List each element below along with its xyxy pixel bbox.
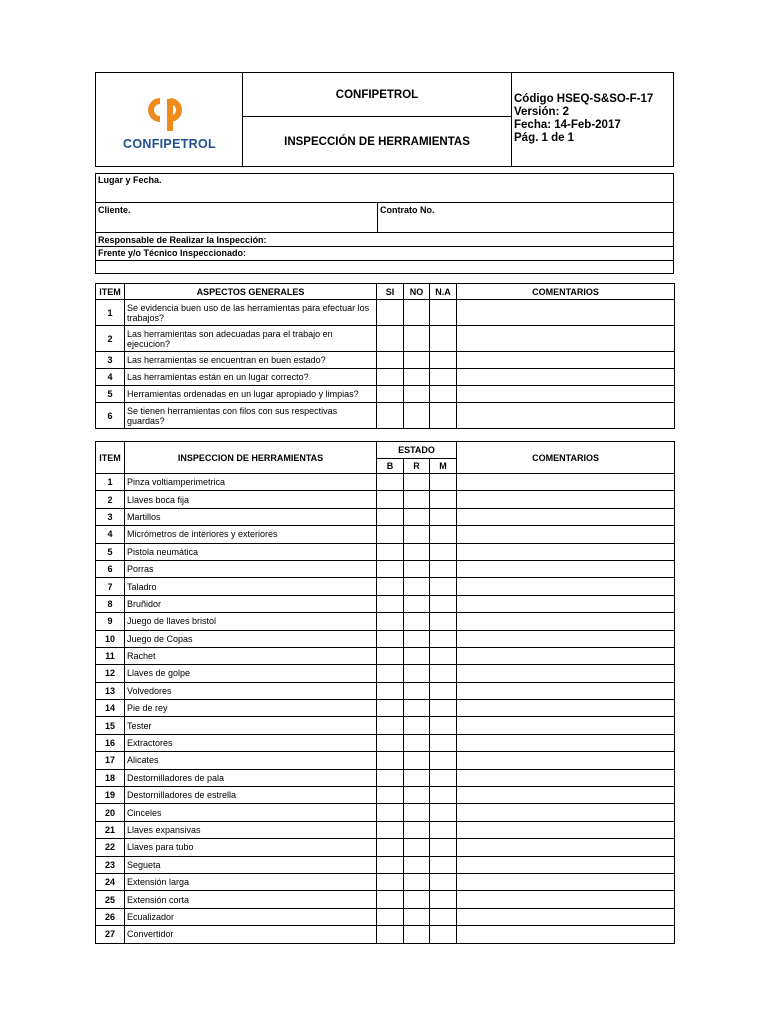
estado-m-cell[interactable] xyxy=(430,647,457,664)
logo-cell xyxy=(96,73,243,166)
tool-item-number: 24 xyxy=(96,873,125,890)
estado-m-cell[interactable] xyxy=(430,613,457,630)
estado-b-cell[interactable] xyxy=(377,734,404,751)
title-cell xyxy=(243,73,512,166)
estado-m-cell[interactable] xyxy=(430,682,457,699)
cliente-label: Cliente. xyxy=(98,205,131,215)
tool-item-number: 17 xyxy=(96,752,125,769)
estado-b-cell[interactable] xyxy=(377,926,404,943)
estado-r-cell[interactable] xyxy=(404,508,430,525)
estado-m-cell[interactable] xyxy=(430,543,457,560)
si-checkbox-cell[interactable] xyxy=(377,403,404,429)
si-checkbox-cell[interactable] xyxy=(377,386,404,403)
tool-name: Tester xyxy=(125,717,377,734)
tool-item-number: 21 xyxy=(96,821,125,838)
tool-item-number: 18 xyxy=(96,769,125,786)
no-header: NO xyxy=(404,284,430,300)
tool-item-number: 3 xyxy=(96,508,125,525)
aspect-row xyxy=(96,352,675,369)
tool-name: Volvedores xyxy=(125,682,377,699)
estado-m-cell[interactable] xyxy=(430,752,457,769)
estado-r-cell[interactable] xyxy=(404,543,430,560)
tool-row xyxy=(96,543,675,560)
estado-m-cell[interactable] xyxy=(430,578,457,595)
aspect-row xyxy=(96,403,675,429)
aspect-item-number: 2 xyxy=(96,326,125,352)
aspect-question: Las herramientas se encuentran en buen estado? xyxy=(125,352,377,369)
document-version: Versión: 2 xyxy=(514,106,569,118)
estado-r-cell[interactable] xyxy=(404,821,430,838)
na-checkbox-cell[interactable] xyxy=(430,369,457,386)
estado-m-cell[interactable] xyxy=(430,665,457,682)
tool-name: Destornilladores de pala xyxy=(125,769,377,786)
estado-b-cell[interactable] xyxy=(377,856,404,873)
estado-r-cell[interactable] xyxy=(404,526,430,543)
tool-item-number: 2 xyxy=(96,491,125,508)
estado-r-cell[interactable] xyxy=(404,665,430,682)
tool-item-number: 7 xyxy=(96,578,125,595)
tool-item-number: 15 xyxy=(96,717,125,734)
logo-text: CONFIPETROL xyxy=(123,137,216,151)
aspect-item-number: 5 xyxy=(96,386,125,403)
estado-b-cell[interactable] xyxy=(377,630,404,647)
tool-row xyxy=(96,734,675,751)
aspect-comment-cell[interactable] xyxy=(457,352,675,369)
estado-m-cell[interactable] xyxy=(430,873,457,890)
estado-b-cell[interactable] xyxy=(377,908,404,925)
tool-item-number: 8 xyxy=(96,595,125,612)
tool-row xyxy=(96,613,675,630)
estado-r-cell[interactable] xyxy=(404,839,430,856)
tool-row xyxy=(96,787,675,804)
tool-name: Pie de rey xyxy=(125,700,377,717)
estado-m-cell[interactable] xyxy=(430,839,457,856)
estado-r-cell[interactable] xyxy=(404,717,430,734)
aspect-comment-cell[interactable] xyxy=(457,403,675,429)
estado-b-cell[interactable] xyxy=(377,891,404,908)
estado-b-cell[interactable] xyxy=(377,804,404,821)
si-checkbox-cell[interactable] xyxy=(377,369,404,386)
tool-comment-cell[interactable] xyxy=(457,821,675,838)
na-checkbox-cell[interactable] xyxy=(430,300,457,326)
estado-b-cell[interactable] xyxy=(377,787,404,804)
tool-row xyxy=(96,682,675,699)
tool-item-number: 11 xyxy=(96,647,125,664)
tool-row xyxy=(96,491,675,508)
general-aspects-table xyxy=(95,283,675,429)
tool-row xyxy=(96,891,675,908)
tool-name: Martillos xyxy=(125,508,377,525)
aspect-row xyxy=(96,300,675,326)
estado-b-cell[interactable] xyxy=(377,526,404,543)
aspect-item-number: 3 xyxy=(96,352,125,369)
estado-m-cell[interactable] xyxy=(430,630,457,647)
inspeccion-header: INSPECCION DE HERRAMIENTAS xyxy=(125,442,377,474)
tool-name: Llaves de golpe xyxy=(125,665,377,682)
estado-b-cell[interactable] xyxy=(377,717,404,734)
tool-name: Llaves para tubo xyxy=(125,839,377,856)
aspect-question: Las herramientas son adecuadas para el trabajo en ejecucion? xyxy=(125,326,377,352)
tool-comment-cell[interactable] xyxy=(457,543,675,560)
estado-r-cell[interactable] xyxy=(404,474,430,491)
aspect-item-number: 4 xyxy=(96,369,125,386)
si-checkbox-cell[interactable] xyxy=(377,326,404,352)
estado-m-cell[interactable] xyxy=(430,560,457,577)
tool-item-number: 5 xyxy=(96,543,125,560)
aspect-row xyxy=(96,369,675,386)
tool-row xyxy=(96,752,675,769)
tool-row xyxy=(96,595,675,612)
tool-comment-cell[interactable] xyxy=(457,595,675,612)
aspectos-header: ASPECTOS GENERALES xyxy=(125,284,377,300)
document-header xyxy=(95,72,674,167)
tool-name: Llaves boca fija xyxy=(125,491,377,508)
estado-m-cell[interactable] xyxy=(430,474,457,491)
aspect-question: Las herramientas están en un lugar correcto? xyxy=(125,369,377,386)
tool-name: Juego de llaves bristol xyxy=(125,613,377,630)
document-code: Código HSEQ-S&SO-F-17 xyxy=(514,93,654,105)
tool-item-number: 12 xyxy=(96,665,125,682)
estado-m-cell[interactable] xyxy=(430,491,457,508)
na-checkbox-cell[interactable] xyxy=(430,386,457,403)
na-checkbox-cell[interactable] xyxy=(430,352,457,369)
tool-comment-cell[interactable] xyxy=(457,873,675,890)
aspect-item-number: 6 xyxy=(96,403,125,429)
na-checkbox-cell[interactable] xyxy=(430,403,457,429)
tool-row xyxy=(96,856,675,873)
no-checkbox-cell[interactable] xyxy=(404,326,430,352)
na-header: N.A xyxy=(430,284,457,300)
estado-b-cell[interactable] xyxy=(377,543,404,560)
estado-r-cell[interactable] xyxy=(404,578,430,595)
aspect-comment-cell[interactable] xyxy=(457,369,675,386)
estado-b-cell[interactable] xyxy=(377,613,404,630)
tool-item-number: 13 xyxy=(96,682,125,699)
comentarios-header: COMENTARIOS xyxy=(457,442,675,474)
tool-item-number: 14 xyxy=(96,700,125,717)
tool-row xyxy=(96,578,675,595)
estado-r-cell[interactable] xyxy=(404,700,430,717)
tool-item-number: 6 xyxy=(96,560,125,577)
tool-row xyxy=(96,908,675,925)
tool-row xyxy=(96,717,675,734)
tool-comment-cell[interactable] xyxy=(457,700,675,717)
estado-m-header: M xyxy=(430,459,457,474)
tool-item-number: 20 xyxy=(96,804,125,821)
estado-r-cell[interactable] xyxy=(404,891,430,908)
tool-comment-cell[interactable] xyxy=(457,734,675,751)
estado-b-cell[interactable] xyxy=(377,595,404,612)
tool-item-number: 16 xyxy=(96,734,125,751)
no-checkbox-cell[interactable] xyxy=(404,403,430,429)
estado-b-cell[interactable] xyxy=(377,682,404,699)
tool-comment-cell[interactable] xyxy=(457,682,675,699)
tool-name: Taladro xyxy=(125,578,377,595)
estado-r-cell[interactable] xyxy=(404,856,430,873)
tool-row xyxy=(96,526,675,543)
aspect-row xyxy=(96,326,675,352)
tool-row xyxy=(96,804,675,821)
estado-r-cell[interactable] xyxy=(404,491,430,508)
document-title: INSPECCIÓN DE HERRAMIENTAS xyxy=(284,135,470,148)
responsable-label: Responsable de Realizar la Inspección: xyxy=(98,235,267,245)
aspect-comment-cell[interactable] xyxy=(457,386,675,403)
estado-b-cell[interactable] xyxy=(377,578,404,595)
estado-r-cell[interactable] xyxy=(404,613,430,630)
estado-r-cell[interactable] xyxy=(404,630,430,647)
si-checkbox-cell[interactable] xyxy=(377,352,404,369)
estado-m-cell[interactable] xyxy=(430,769,457,786)
estado-m-cell[interactable] xyxy=(430,804,457,821)
estado-b-cell[interactable] xyxy=(377,752,404,769)
estado-m-cell[interactable] xyxy=(430,821,457,838)
tool-name: Llaves expansivas xyxy=(125,821,377,838)
tool-item-number: 22 xyxy=(96,839,125,856)
tool-name: Cinceles xyxy=(125,804,377,821)
estado-m-cell[interactable] xyxy=(430,526,457,543)
tool-name: Pinza voltiamperimetrica xyxy=(125,474,377,491)
estado-b-cell[interactable] xyxy=(377,665,404,682)
estado-b-cell[interactable] xyxy=(377,491,404,508)
estado-m-cell[interactable] xyxy=(430,717,457,734)
tool-comment-cell[interactable] xyxy=(457,578,675,595)
tool-name: Bruñidor xyxy=(125,595,377,612)
estado-m-cell[interactable] xyxy=(430,700,457,717)
tool-row xyxy=(96,508,675,525)
tool-comment-cell[interactable] xyxy=(457,856,675,873)
tool-item-number: 10 xyxy=(96,630,125,647)
item-header: ITEM xyxy=(96,284,125,300)
tool-name: Porras xyxy=(125,560,377,577)
no-checkbox-cell[interactable] xyxy=(404,300,430,326)
tool-comment-cell[interactable] xyxy=(457,630,675,647)
estado-b-cell[interactable] xyxy=(377,508,404,525)
general-info-block xyxy=(95,173,674,274)
no-checkbox-cell[interactable] xyxy=(404,352,430,369)
document-page: Pág. 1 de 1 xyxy=(514,132,575,144)
tool-comment-cell[interactable] xyxy=(457,926,675,943)
tool-row xyxy=(96,630,675,647)
tool-comment-cell[interactable] xyxy=(457,804,675,821)
tool-comment-cell[interactable] xyxy=(457,526,675,543)
aspect-question: Se evidencia buen uso de las herramientas para efectuar los trabajos? xyxy=(125,300,377,326)
tool-comment-cell[interactable] xyxy=(457,560,675,577)
tool-name: Extensión corta xyxy=(125,891,377,908)
estado-r-cell[interactable] xyxy=(404,682,430,699)
tool-item-number: 9 xyxy=(96,613,125,630)
tool-row xyxy=(96,769,675,786)
tool-row xyxy=(96,926,675,943)
tool-comment-cell[interactable] xyxy=(457,613,675,630)
tool-item-number: 1 xyxy=(96,474,125,491)
tool-item-number: 19 xyxy=(96,787,125,804)
tool-comment-cell[interactable] xyxy=(457,647,675,664)
estado-r-header: R xyxy=(404,459,430,474)
tool-row xyxy=(96,665,675,682)
tool-row xyxy=(96,560,675,577)
tool-name: Pistola neumática xyxy=(125,543,377,560)
company-name: CONFIPETROL xyxy=(243,73,511,117)
no-checkbox-cell[interactable] xyxy=(404,386,430,403)
tools-inspection-table xyxy=(95,441,675,944)
na-checkbox-cell[interactable] xyxy=(430,326,457,352)
aspect-item-number: 1 xyxy=(96,300,125,326)
tool-comment-cell[interactable] xyxy=(457,508,675,525)
contrato-label: Contrato No. xyxy=(380,205,435,215)
confipetrol-logo-icon xyxy=(148,95,190,133)
lugar-fecha-label: Lugar y Fecha. xyxy=(98,175,162,185)
estado-b-cell[interactable] xyxy=(377,821,404,838)
tool-comment-cell[interactable] xyxy=(457,769,675,786)
estado-m-cell[interactable] xyxy=(430,595,457,612)
tool-item-number: 27 xyxy=(96,926,125,943)
estado-b-cell[interactable] xyxy=(377,839,404,856)
estado-m-cell[interactable] xyxy=(430,926,457,943)
estado-r-cell[interactable] xyxy=(404,769,430,786)
tool-comment-cell[interactable] xyxy=(457,908,675,925)
tool-comment-cell[interactable] xyxy=(457,474,675,491)
tool-item-number: 25 xyxy=(96,891,125,908)
tool-name: Juego de Copas xyxy=(125,630,377,647)
tool-name: Extensión larga xyxy=(125,873,377,890)
estado-r-cell[interactable] xyxy=(404,804,430,821)
estado-m-cell[interactable] xyxy=(430,908,457,925)
estado-r-cell[interactable] xyxy=(404,560,430,577)
tool-name: Micrómetros de interiores y exteriores xyxy=(125,526,377,543)
tool-row xyxy=(96,647,675,664)
estado-b-cell[interactable] xyxy=(377,560,404,577)
tool-name: Extractores xyxy=(125,734,377,751)
tool-item-number: 4 xyxy=(96,526,125,543)
aspect-question: Herramientas ordenadas en un lugar apropiado y limpias? xyxy=(125,386,377,403)
tool-comment-cell[interactable] xyxy=(457,787,675,804)
estado-r-cell[interactable] xyxy=(404,908,430,925)
si-checkbox-cell[interactable] xyxy=(377,300,404,326)
tool-item-number: 23 xyxy=(96,856,125,873)
estado-b-cell[interactable] xyxy=(377,769,404,786)
estado-r-cell[interactable] xyxy=(404,595,430,612)
tool-comment-cell[interactable] xyxy=(457,752,675,769)
aspect-question: Se tienen herramientas con filos con sus respectivas guardas? xyxy=(125,403,377,429)
estado-r-cell[interactable] xyxy=(404,926,430,943)
estado-r-cell[interactable] xyxy=(404,647,430,664)
aspect-row xyxy=(96,386,675,403)
tool-comment-cell[interactable] xyxy=(457,839,675,856)
estado-b-cell[interactable] xyxy=(377,873,404,890)
tool-comment-cell[interactable] xyxy=(457,717,675,734)
tool-name: Convertidor xyxy=(125,926,377,943)
estado-m-cell[interactable] xyxy=(430,734,457,751)
document-meta xyxy=(512,73,673,166)
tool-row xyxy=(96,839,675,856)
estado-r-cell[interactable] xyxy=(404,873,430,890)
tool-name: Segueta xyxy=(125,856,377,873)
estado-b-cell[interactable] xyxy=(377,474,404,491)
tool-row xyxy=(96,700,675,717)
estado-b-header: B xyxy=(377,459,404,474)
estado-b-cell[interactable] xyxy=(377,647,404,664)
tool-row xyxy=(96,821,675,838)
tool-row xyxy=(96,873,675,890)
estado-m-cell[interactable] xyxy=(430,787,457,804)
si-header: SI xyxy=(377,284,404,300)
aspect-comment-cell[interactable] xyxy=(457,326,675,352)
tool-comment-cell[interactable] xyxy=(457,891,675,908)
tool-name: Ecualizador xyxy=(125,908,377,925)
tool-name: Destornilladores de estrella xyxy=(125,787,377,804)
frente-label: Frente y/o Técnico Inspeccionado: xyxy=(98,248,247,258)
tool-comment-cell[interactable] xyxy=(457,491,675,508)
tool-name: Alicates xyxy=(125,752,377,769)
estado-r-cell[interactable] xyxy=(404,752,430,769)
tool-comment-cell[interactable] xyxy=(457,665,675,682)
estado-r-cell[interactable] xyxy=(404,787,430,804)
tool-name: Rachet xyxy=(125,647,377,664)
estado-m-cell[interactable] xyxy=(430,891,457,908)
document-date: Fecha: 14-Feb-2017 xyxy=(514,119,621,131)
estado-b-cell[interactable] xyxy=(377,700,404,717)
no-checkbox-cell[interactable] xyxy=(404,369,430,386)
aspect-comment-cell[interactable] xyxy=(457,300,675,326)
estado-m-cell[interactable] xyxy=(430,508,457,525)
tool-row xyxy=(96,474,675,491)
item-header: ITEM xyxy=(96,442,125,474)
estado-r-cell[interactable] xyxy=(404,734,430,751)
tool-item-number: 26 xyxy=(96,908,125,925)
comentarios-header: COMENTARIOS xyxy=(457,284,675,300)
estado-m-cell[interactable] xyxy=(430,856,457,873)
estado-header: ESTADO xyxy=(377,442,457,459)
